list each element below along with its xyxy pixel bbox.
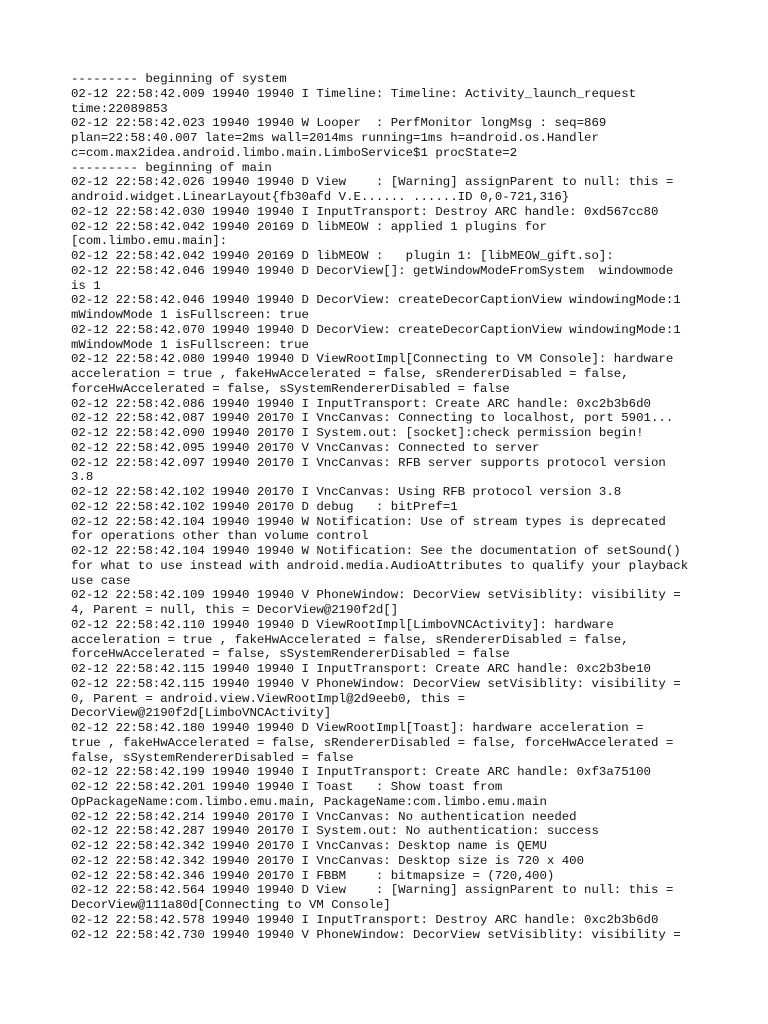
log-line: 02-12 22:58:42.042 19940 20169 D libMEOW : plugin 1: [libMEOW_gift.so]: [71,249,614,263]
log-line: 02-12 22:58:42.102 19940 20170 I VncCanvas: Using RFB protocol version 3.8 [71,485,622,499]
log-line: forceHwAccelerated = false, sSystemRendererDisabled = false [71,647,510,662]
log-line: 02-12 22:58:42.095 19940 20170 V VncCanvas: Connected to server [71,440,540,455]
log-line: forceHwAccelerated = false, sSystemRendererDisabled = false [71,381,510,396]
log-line: android.widget.LinearLayout{fb30afd V.E...... ......ID 0,0-721,316} [71,190,570,204]
log-document [71,72,711,942]
log-line: OpPackageName:com.limbo.emu.main, PackageName:com.limbo.emu.main [71,794,547,809]
log-line: 02-12 22:58:42.287 19940 20170 I System.out: No authentication: success [71,824,599,839]
log-line: 02-12 22:58:42.180 19940 19940 D ViewRootImpl[Toast]: hardware acceleration = [71,721,644,735]
log-line: DecorView@111a80d[Connecting to VM Console] [71,898,391,912]
log-line: 02-12 22:58:42.097 19940 20170 I VncCanvas: RFB server supports protocol version [71,455,666,470]
log-line: --------- beginning of system [71,72,287,86]
log-line: false, sSystemRendererDisabled = false [71,750,354,765]
log-line: c=com.max2idea.android.limbo.main.LimboService$1 procState=2 [71,145,518,160]
log-line: 0, Parent = android.view.ViewRootImpl@2d9eeb0, this = [71,691,466,706]
log-line: true , fakeHwAccelerated = false, sRendererDisabled = false, forceHwAccelerated = [71,735,674,750]
log-line: 3.8 [71,470,94,485]
log-line: 02-12 22:58:42.214 19940 20170 I VncCanvas: No authentication needed [71,809,577,824]
log-line: 4, Parent = null, this = DecorView@2190f2d[] [71,603,399,617]
log-line: 02-12 22:58:42.342 19940 20170 I VncCanvas: Desktop size is 720 x 400 [71,853,585,868]
log-line: 02-12 22:58:42.104 19940 19940 W Notification: Use of stream types is deprecated [71,514,666,529]
log-line: 02-12 22:58:42.199 19940 19940 I InputTransport: Create ARC handle: 0xf3a75100 [71,765,651,780]
log-line: 02-12 22:58:42.342 19940 20170 I VncCanvas: Desktop name is QEMU [71,839,547,853]
log-line: 02-12 22:58:42.115 19940 19940 I InputTransport: Create ARC handle: 0xc2b3be10 [71,662,651,676]
log-line: mWindowMode 1 isFullscreen: true [71,337,309,352]
log-line: acceleration = true , fakeHwAccelerated = false, sRendererDisabled = false, [71,632,629,647]
log-line: 02-12 22:58:42.115 19940 19940 V PhoneWindow: DecorView setVisiblity: visibility = [71,676,681,691]
log-line: 02-12 22:58:42.090 19940 20170 I System.out: [socket]:check permission begin! [71,426,644,440]
log-line: time:22089853 [71,101,168,116]
log-line: 02-12 22:58:42.026 19940 19940 D View : [Warning] assignParent to null: this = [71,175,674,190]
log-line: 02-12 22:58:42.730 19940 19940 V PhoneWindow: DecorView setVisiblity: visibility = [71,927,681,942]
log-line: 02-12 22:58:42.009 19940 19940 I Timeline: Timeline: Activity_launch_request [71,86,637,101]
log-line: 02-12 22:58:42.564 19940 19940 D View : [Warning] assignParent to null: this = [71,883,674,898]
log-line: 02-12 22:58:42.087 19940 20170 I VncCanvas: Connecting to localhost, port 5901... [71,411,674,426]
log-line: acceleration = true , fakeHwAccelerated = false, sRendererDisabled = false, [71,367,629,381]
log-line: mWindowMode 1 isFullscreen: true [71,308,309,322]
log-line: 02-12 22:58:42.030 19940 19940 I InputTransport: Destroy ARC handle: 0xd567cc80 [71,204,659,219]
log-line: 02-12 22:58:42.046 19940 19940 D DecorView: createDecorCaptionView windowingMode:1 [71,293,681,308]
log-line: 02-12 22:58:42.086 19940 19940 I InputTransport: Create ARC handle: 0xc2b3b6d0 [71,396,651,411]
log-line: use case [71,573,131,588]
log-line: 02-12 22:58:42.080 19940 19940 D ViewRootImpl[Connecting to VM Console]: hardware [71,352,674,367]
log-text-block [71,72,711,942]
log-line: for operations other than volume control [71,529,369,544]
log-line: DecorView@2190f2d[LimboVNCActivity] [71,706,332,721]
log-line: 02-12 22:58:42.104 19940 19940 W Notification: See the documentation of setSound() [71,544,681,558]
log-line: --------- beginning of main [71,160,272,175]
log-line: 02-12 22:58:42.110 19940 19940 D ViewRootImpl[LimboVNCActivity]: hardware [71,617,614,632]
log-line: 02-12 22:58:42.042 19940 20169 D libMEOW : applied 1 plugins for [71,219,547,234]
log-line: 02-12 22:58:42.109 19940 19940 V PhoneWindow: DecorView setVisiblity: visibility = [71,588,681,603]
log-line: is 1 [71,278,101,293]
log-line: 02-12 22:58:42.023 19940 19940 W Looper : PerfMonitor longMsg : seq=869 [71,116,607,131]
log-line: 02-12 22:58:42.102 19940 20170 D debug : bitPref=1 [71,499,458,514]
log-line: 02-12 22:58:42.578 19940 19940 I InputTransport: Destroy ARC handle: 0xc2b3b6d0 [71,912,659,927]
log-line: 02-12 22:58:42.070 19940 19940 D DecorView: createDecorCaptionView windowingMode:1 [71,322,681,337]
log-line: 02-12 22:58:42.201 19940 19940 I Toast : Show toast from [71,780,503,794]
log-line: for what to use instead with android.media.AudioAttributes to qualify your playback [71,558,689,573]
log-line: [com.limbo.emu.main]: [71,234,228,249]
log-line: 02-12 22:58:42.046 19940 19940 D DecorView[]: getWindowModeFromSystem windowmode [71,263,674,278]
log-line: 02-12 22:58:42.346 19940 20170 I FBBM : bitmapsize = (720,400) [71,868,555,883]
log-line: plan=22:58:40.007 late=2ms wall=2014ms running=1ms h=android.os.Handler [71,131,599,145]
